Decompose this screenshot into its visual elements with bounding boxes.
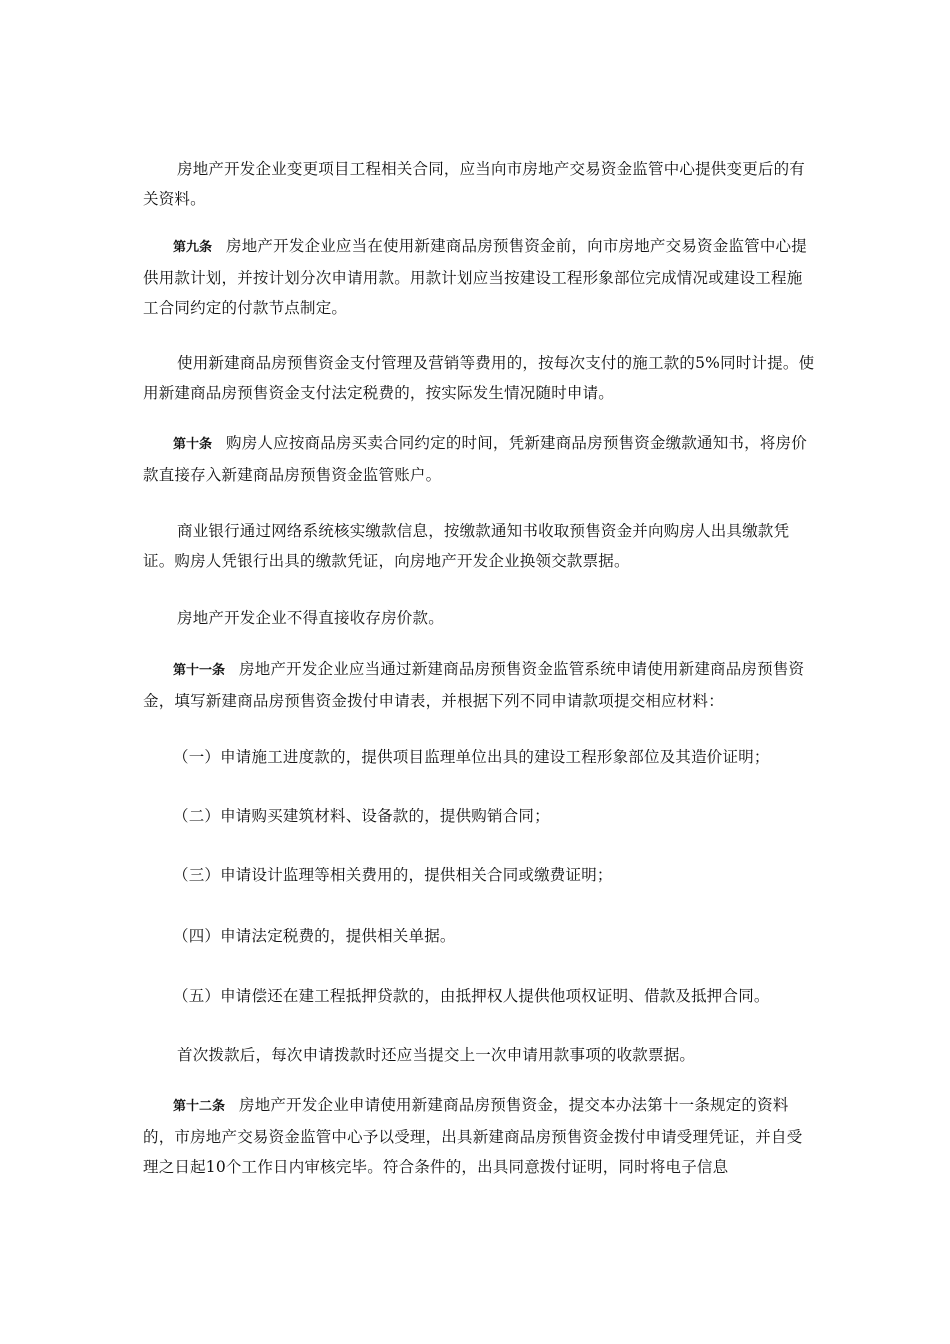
list-item-1 <box>143 742 815 772</box>
article-12 <box>143 1090 815 1182</box>
article-number: 第十二条 <box>173 1099 226 1114</box>
article-number: 第九条 <box>173 240 213 255</box>
list-item-3 <box>143 860 815 890</box>
list-item-4 <box>143 921 815 951</box>
article-9 <box>143 231 815 323</box>
paragraph-text: 使用新建商品房预售资金支付管理及营销等费用的，按每次支付的施工款的5%同时计提。使用新建商品房预售资金支付法定税费的，按实际发生情况随时申请。 <box>143 354 815 402</box>
article-11 <box>143 654 815 716</box>
paragraph-text: 房地产开发企业不得直接收存房价款。 <box>177 609 444 627</box>
article-text: 房地产开发企业申请使用新建商品房预售资金，提交本办法第十一条规定的资料的，市房地产交易资金监管中心予以受理，出具新建商品房预售资金拨付申请受理凭证，并自受理之日起10个工作日内审核完毕。符合条件的，出具同意拨付证明，同时将电子信息 <box>143 1096 803 1176</box>
paragraph-change-contract <box>143 154 815 214</box>
list-item-text: （五）申请偿还在建工程抵押贷款的，由抵押权人提供他项权证明、借款及抵押合同。 <box>173 987 770 1005</box>
paragraph-bank-verification <box>143 516 815 576</box>
list-item-text: （四）申请法定税费的，提供相关单据。 <box>173 927 456 945</box>
article-text: 房地产开发企业应当通过新建商品房预售资金监管系统申请使用新建商品房预售资金，填写新建商品房预售资金拨付申请表，并根据下列不同申请款项提交相应材料： <box>143 660 805 710</box>
paragraph-first-disbursement <box>143 1040 815 1070</box>
paragraph-no-direct-collection <box>143 603 815 633</box>
list-item-5 <box>143 981 815 1011</box>
article-number: 第十条 <box>173 437 213 452</box>
list-item-text: （三）申请设计监理等相关费用的，提供相关合同或缴费证明； <box>173 866 613 884</box>
list-item-text: （一）申请施工进度款的，提供项目监理单位出具的建设工程形象部位及其造价证明； <box>173 748 770 766</box>
list-item-text: （二）申请购买建筑材料、设备款的，提供购销合同； <box>173 807 550 825</box>
paragraph-text: 首次拨款后，每次申请拨款时还应当提交上一次申请用款事项的收款票据。 <box>177 1046 696 1064</box>
paragraph-fee-withdrawal <box>143 348 815 408</box>
article-text: 房地产开发企业应当在使用新建商品房预售资金前，向市房地产交易资金监管中心提供用款计划，并按计划分次申请用款。用款计划应当按建设工程形象部位完成情况或建设工程施工合同约定的付款节点制定。 <box>143 237 807 317</box>
list-item-2 <box>143 801 815 831</box>
paragraph-text: 房地产开发企业变更项目工程相关合同，应当向市房地产交易资金监管中心提供变更后的有关资料。 <box>143 160 806 208</box>
paragraph-text: 商业银行通过网络系统核实缴款信息，按缴款通知书收取预售资金并向购房人出具缴款凭证。购房人凭银行出具的缴款凭证，向房地产开发企业换领交款票据。 <box>143 522 790 570</box>
article-text: 购房人应按商品房买卖合同约定的时间，凭新建商品房预售资金缴款通知书，将房价款直接存入新建商品房预售资金监管账户。 <box>143 434 807 484</box>
article-number: 第十一条 <box>173 663 226 678</box>
article-10 <box>143 428 815 490</box>
